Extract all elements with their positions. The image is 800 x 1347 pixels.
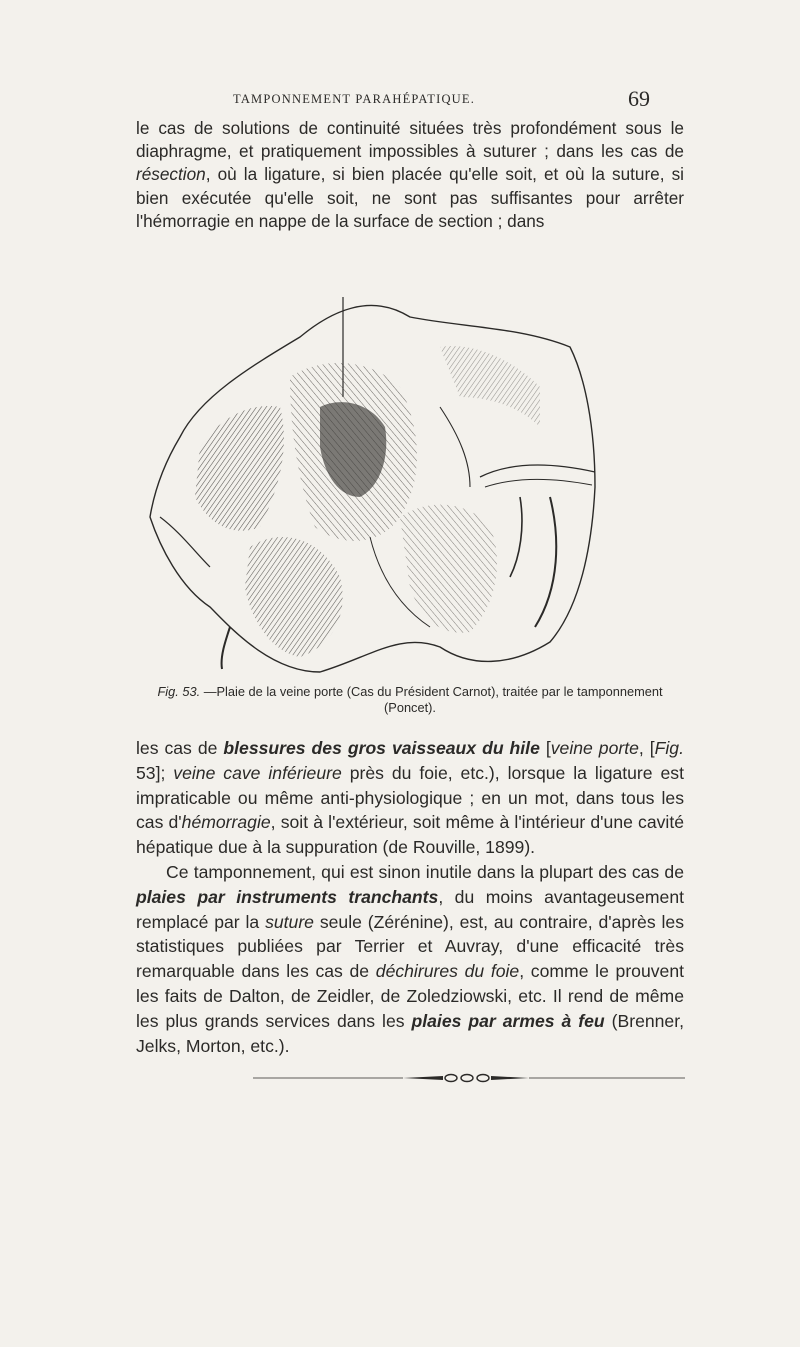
italic-term: Fig. <box>654 738 684 758</box>
figure-caption-text: —Plaie de la veine porte (Cas du Président Carnot), traitée par le tamponnement (Poncet). <box>203 684 663 715</box>
text-run: Ce tamponnement, qui est sinon inutile dans la plupart des cas de <box>166 861 684 882</box>
body-text <box>136 736 684 1058</box>
text-run: , soit à l'extérieur, soit même à l'intérieur d'une cavité hépatique due à la suppuration (de Rouville, 1899). <box>136 812 684 858</box>
text-run: 53]; <box>136 762 174 783</box>
italic-term: résection <box>136 164 206 185</box>
figure-illustration <box>140 287 608 675</box>
text-run: , [ <box>638 738 655 758</box>
text-run: le cas de solutions de continuité situées très profondément sous le diaphragme, et pratiquement impossibles à suturer ; dans les cas de <box>136 118 684 162</box>
page-number: 69 <box>628 86 650 111</box>
paragraph-1 <box>136 117 684 233</box>
text-run: [ <box>539 738 551 758</box>
text-run: , où la ligature, si bien placée qu'elle soit, et où la suture, si bien exécutée qu'elle soit, ne sont pas suffisantes pour arrêter l'hémorragie en nappe de la surface de section ; dans <box>136 164 684 231</box>
text-run: , comme le prouvent les faits de Dalton, de Zeidler, de Zoledziowski, etc. Il rend de même les plus grands services dans les <box>136 961 685 1031</box>
italic-term: veine cave inférieure <box>173 762 342 783</box>
text-run: près du foie, etc.), lorsque la ligature est impraticable ou même anti-physiologique ; en un mot, dans tous les cas d' <box>136 762 684 833</box>
italic-term: plaies par armes à feu <box>411 1010 605 1031</box>
italic-term: blessures des gros vaisseaux du hile <box>223 738 540 758</box>
italic-term: hémorragie <box>181 812 271 833</box>
italic-term: veine porte <box>550 738 639 758</box>
text-run: (Brenner, Jelks, Morton, etc.). <box>136 1010 684 1056</box>
running-head-title: TAMPONNEMENT PARAHÉPATIQUE. <box>233 92 476 106</box>
figure-label: Fig. 53. <box>157 684 201 699</box>
text-run: seule (Zérénine), est, au contraire, d'après les statistiques publiées par Terrier et Auvray, d'une efficacité très remarquable dans les cas de <box>136 911 684 982</box>
italic-term: suture <box>265 911 314 932</box>
text-run: , du moins avantageusement remplacé par la <box>136 886 684 932</box>
paragraph-3 <box>136 860 684 1058</box>
italic-term: plaies par instruments tranchants <box>136 886 439 907</box>
section-ornament <box>253 1073 685 1083</box>
paragraph-top <box>136 117 684 233</box>
paragraph-2 <box>136 736 684 860</box>
italic-term: déchirures du foie <box>375 961 520 982</box>
running-head <box>0 88 800 116</box>
figure-caption <box>136 684 684 715</box>
text-run: les cas de <box>136 738 224 758</box>
engraving-liver-portal-vein <box>140 287 608 675</box>
